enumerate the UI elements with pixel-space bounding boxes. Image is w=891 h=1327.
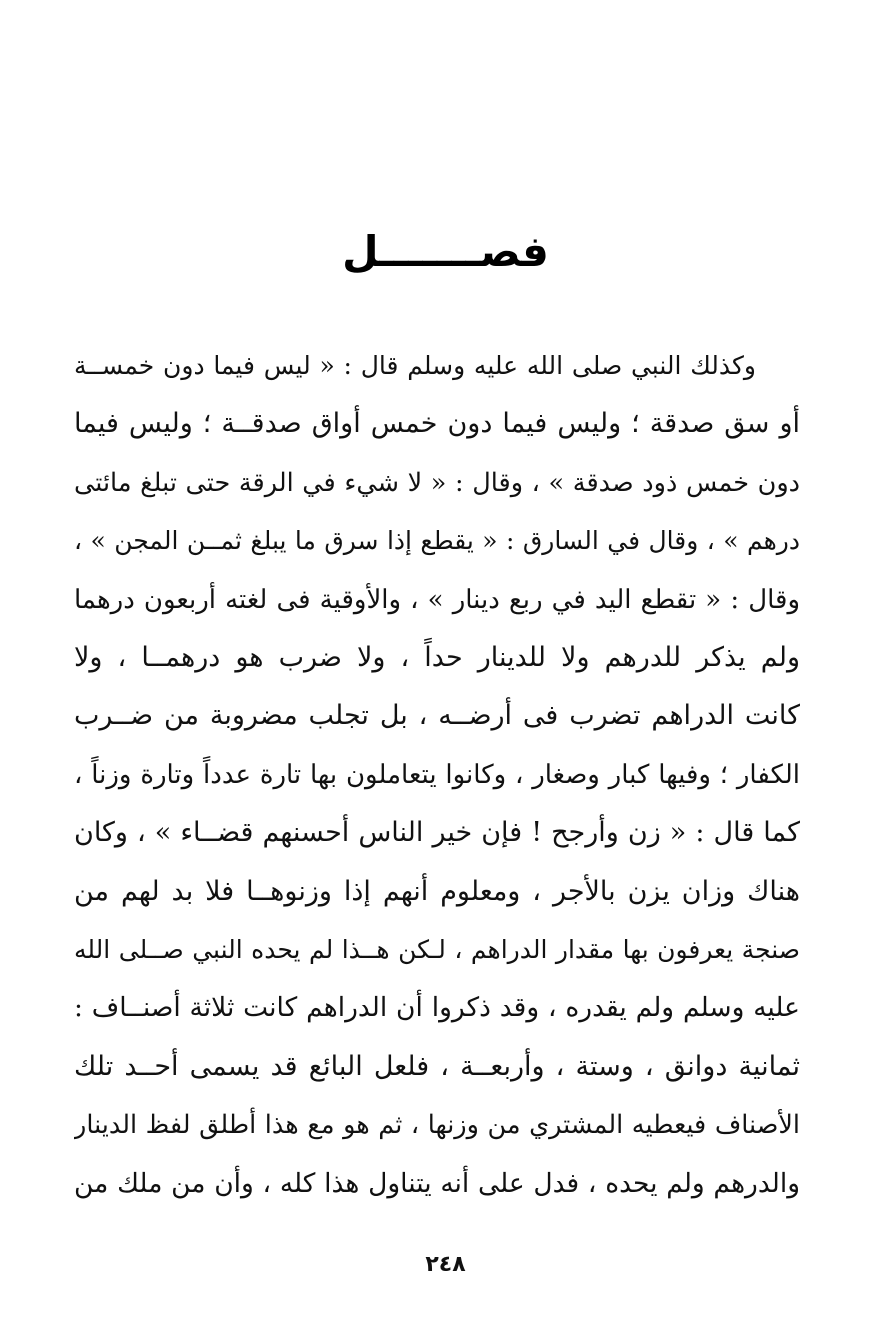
text-line: دون خمس ذود صدقة » ، وقال : « لا شيء في الرقة حتى تبلغ مائتى (74, 467, 800, 498)
page-number: ٢٤٨ (425, 1252, 466, 1277)
text-line: الكفار ؛ وفيها كبار وصغار ، وكانوا يتعاملون بها تارة عدداً وتارة وزناً ، (74, 759, 800, 790)
text-line: كما قال : « زن وأرجح ! فإن خير الناس أحسنهم قضــاء » ، وكان (74, 817, 800, 849)
chapter-heading: فصـــــــل (342, 227, 549, 276)
text-line: الأصناف فيعطيه المشتري من وزنها ، ثم هو مع هذا أطلق لفظ الدينار (74, 1110, 800, 1141)
text-line: درهم » ، وقال في السارق : « يقطع إذا سرق ما يبلغ ثمــن المجن » ، (74, 526, 800, 556)
text-line: صنجة يعرفون بها مقدار الدراهم ، لـكن هــذا لم يحده النبي صــلى الله (74, 935, 800, 965)
text-line: وكذلك النبي صلى الله عليه وسلم قال : « ليس فيما دون خمســة (74, 351, 756, 380)
text-line: والدرهم ولم يحده ، فدل على أنه يتناول هذا كله ، وأن من ملك من (74, 1167, 800, 1199)
text-line: وقال : « تقطع اليد في ربع دينار » ، والأوقية فى لغته أربعون درهما (74, 584, 800, 615)
text-line: هناك وزان يزن بالأجر ، ومعلوم أنهم إذا وزنوهــا فلا بد لهم من (74, 875, 800, 907)
text-line: كانت الدراهم تضرب فى أرضــه ، بل تجلب مضروبة من ضــرب (74, 700, 800, 732)
text-line: أو سق صدقة ؛ وليس فيما دون خمس أواق صدقــة ؛ وليس فيما (74, 408, 800, 440)
text-line: عليه وسلم ولم يقدره ، وقد ذكروا أن الدراهم كانت ثلاثة أصنــاف : (74, 992, 800, 1024)
text-line: ولم يذكر للدرهم ولا للدينار حداً ، ولا ضرب هو درهمــا ، ولا (74, 642, 800, 674)
chapter-heading-container (0, 222, 891, 282)
body-text (74, 337, 800, 1213)
text-line: ثمانية دوانق ، وستة ، وأربعــة ، فلعل البائع قد يسمى أحــد تلك (74, 1050, 800, 1082)
